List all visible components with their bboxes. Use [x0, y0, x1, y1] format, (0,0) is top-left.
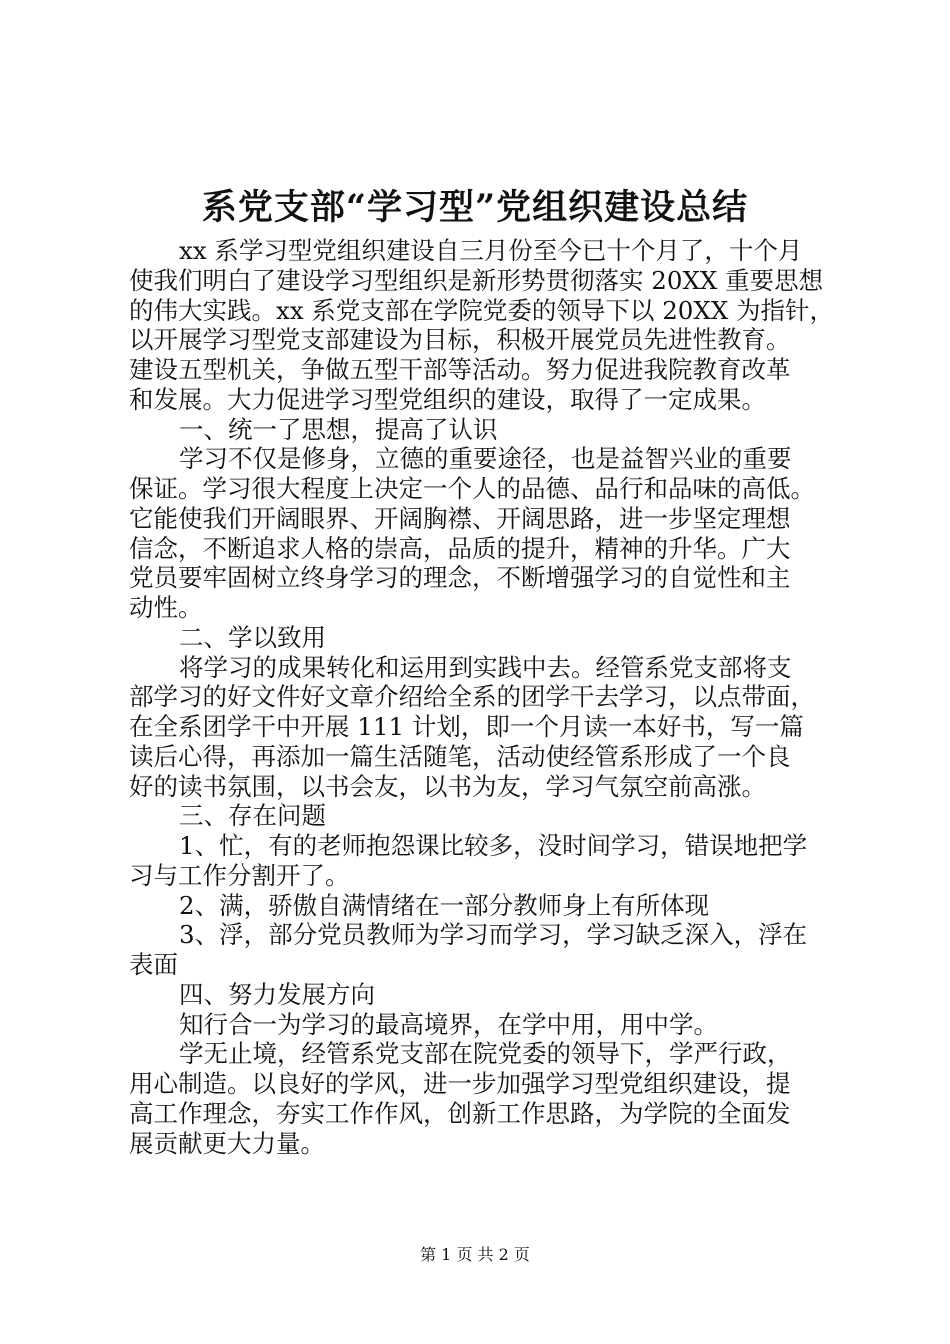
text-line: xx 系学习型党组织建设自三月份至今已十个月了，十个月	[179, 236, 803, 265]
text-line: 习与工作分割开了。	[129, 860, 350, 890]
text-line: 学无止境，经管系党支部在院党委的领导下，学严行政，	[179, 1039, 792, 1069]
text-line: 三、存在问题	[179, 801, 326, 831]
text-line: 用心制造。以良好的学风，进一步加强学习型党组织建设，提	[129, 1069, 791, 1098]
text-line: 和发展。大力促进学习型党组织的建设，取得了一定成果。	[129, 384, 766, 414]
page-footer: 第 1 页 共 2 页	[420, 1245, 530, 1264]
text-line: 3、浮，部分党员教师为学习而学习，学习缺乏深入，浮在	[179, 920, 808, 950]
text-line: 将学习的成果转化和运用到实践中去。经管系党支部将支	[179, 652, 792, 682]
document-body	[129, 236, 835, 1158]
text-line: 2、满，骄傲自满情绪在一部分教师身上有所体现	[179, 890, 710, 920]
text-line: 表面	[129, 950, 178, 979]
text-line: 四、努力发展方向	[179, 979, 375, 1009]
text-line: 好的读书氛围，以书会友，以书为友，学习气氛空前高涨。	[129, 771, 766, 801]
document-title: 系党支部“学习型”党组织建设总结	[201, 187, 749, 228]
text-line: 的伟大实践。xx 系党支部在学院党委的领导下以 20XX 为指针，	[129, 295, 835, 325]
text-line: 保证。学习很大程度上决定一个人的品德、品行和品味的高低。	[129, 474, 815, 503]
text-line: 党员要牢固树立终身学习的理念，不断增强学习的自觉性和主	[129, 563, 791, 593]
text-line: 知行合一为学习的最高境界，在学中用，用中学。	[179, 1009, 718, 1039]
text-line: 一、统一了思想，提高了认识	[179, 414, 498, 444]
text-line: 读后心得，再添加一篇生活随笔，活动使经管系形成了一个良	[129, 741, 791, 771]
text-line: 在全系团学干中开展 111 计划，即一个月读一本好书，写一篇	[129, 712, 804, 741]
text-line: 二、学以致用	[179, 622, 326, 652]
text-line: 使我们明白了建设学习型组织是新形势贯彻落实 20XX 重要思想	[129, 265, 824, 295]
text-line: 建设五型机关，争做五型干部等活动。努力促进我院教育改革	[129, 355, 791, 384]
text-line: 高工作理念，夯实工作作风，创新工作思路，为学院的全面发	[129, 1098, 791, 1128]
text-line: 信念，不断追求人格的崇高，品质的提升，精神的升华。广大	[129, 533, 791, 563]
text-line: 1、忙，有的老师抱怨课比较多，没时间学习，错误地把学	[179, 831, 808, 860]
text-line: 动性。	[129, 593, 203, 622]
text-line: 展贡献更大力量。	[129, 1128, 325, 1158]
text-line: 它能使我们开阔眼界、开阔胸襟、开阔思路，进一步坚定理想	[129, 503, 791, 533]
text-line: 部学习的好文件好文章介绍给全系的团学干去学习，以点带面，	[129, 682, 815, 712]
text-line: 学习不仅是修身，立德的重要途径，也是益智兴业的重要	[179, 444, 792, 474]
text-line: 以开展学习型党支部建设为目标，积极开展党员先进性教育。	[129, 325, 791, 355]
